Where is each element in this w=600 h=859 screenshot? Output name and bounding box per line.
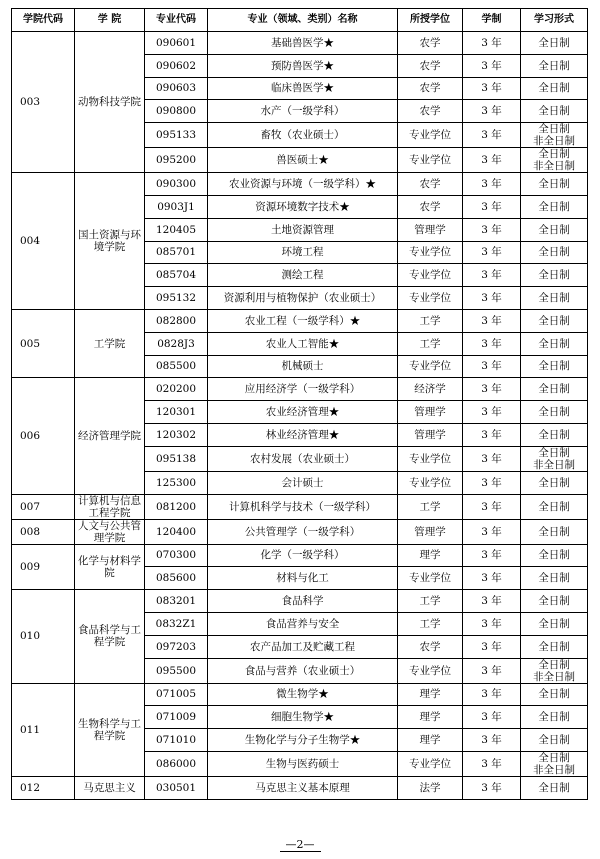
duration-cell: 3 年 [463, 77, 521, 100]
header-degree: 所授学位 [398, 9, 463, 32]
major-name-cell: 土地资源管理 [208, 218, 398, 241]
major-name-cell: 农业工程（一级学科）★ [208, 309, 398, 332]
table-row [12, 544, 588, 567]
major-name-cell: 林业经济管理★ [208, 423, 398, 446]
degree-cell: 理学 [398, 706, 463, 729]
major-code-cell: 095133 [145, 123, 208, 148]
duration-cell: 3 年 [463, 173, 521, 196]
study-mode-cell: 全日制 [521, 332, 588, 355]
degree-cell: 农学 [398, 32, 463, 55]
major-name-cell: 化学（一级学科） [208, 544, 398, 567]
study-mode-cell: 全日制 [521, 519, 588, 544]
degree-cell: 专业学位 [398, 123, 463, 148]
major-name-cell: 生物化学与分子生物学★ [208, 729, 398, 752]
duration-cell: 3 年 [463, 544, 521, 567]
degree-cell: 工学 [398, 332, 463, 355]
study-mode-cell: 全日制 [521, 378, 588, 401]
college-code-cell: 007 [12, 494, 75, 519]
degree-cell: 理学 [398, 544, 463, 567]
study-mode-cell: 全日制 [521, 471, 588, 494]
college-name-cell: 马克思主义 [75, 776, 145, 799]
study-mode-cell: 全日制 [521, 77, 588, 100]
degree-cell: 工学 [398, 590, 463, 613]
college-name-cell: 生物科学与工程学院 [75, 683, 145, 776]
duration-cell: 3 年 [463, 32, 521, 55]
study-mode-cell: 全日制 [521, 544, 588, 567]
duration-cell: 3 年 [463, 567, 521, 590]
college-name-cell: 人文与公共管理学院 [75, 519, 145, 544]
study-mode-cell: 全日制 [521, 567, 588, 590]
major-name-cell: 会计硕士 [208, 471, 398, 494]
major-name-cell: 食品科学 [208, 590, 398, 613]
study-mode-cell: 全日制 [521, 195, 588, 218]
major-code-cell: 090800 [145, 100, 208, 123]
table-row [12, 378, 588, 401]
table-row [12, 494, 588, 519]
table-row [12, 776, 588, 799]
major-code-cell: 0832Z1 [145, 612, 208, 635]
college-code-cell: 011 [12, 683, 75, 776]
college-name-cell: 动物科技学院 [75, 32, 145, 173]
duration-cell: 3 年 [463, 612, 521, 635]
college-name-cell: 工学院 [75, 309, 145, 377]
degree-cell: 专业学位 [398, 751, 463, 776]
study-mode-cell: 全日制 [521, 494, 588, 519]
major-name-cell: 应用经济学（一级学科） [208, 378, 398, 401]
study-mode-cell: 全日制 非全日制 [521, 658, 588, 683]
duration-cell: 3 年 [463, 706, 521, 729]
study-mode-cell: 全日制 [521, 355, 588, 378]
degree-cell: 专业学位 [398, 264, 463, 287]
duration-cell: 3 年 [463, 309, 521, 332]
degree-cell: 管理学 [398, 519, 463, 544]
major-code-cell: 095138 [145, 446, 208, 471]
college-name-cell: 经济管理学院 [75, 378, 145, 494]
study-mode-cell: 全日制 非全日制 [521, 123, 588, 148]
table-body [12, 32, 588, 800]
duration-cell: 3 年 [463, 54, 521, 77]
header-major-code: 专业代码 [145, 9, 208, 32]
major-name-cell: 机械硕士 [208, 355, 398, 378]
table-row [12, 519, 588, 544]
college-name-cell: 化学与材料学院 [75, 544, 145, 590]
duration-cell: 3 年 [463, 423, 521, 446]
duration-cell: 3 年 [463, 751, 521, 776]
degree-cell: 管理学 [398, 423, 463, 446]
major-name-cell: 农产品加工及贮藏工程 [208, 635, 398, 658]
duration-cell: 3 年 [463, 519, 521, 544]
table-row [12, 173, 588, 196]
major-name-cell: 环境工程 [208, 241, 398, 264]
duration-cell: 3 年 [463, 590, 521, 613]
header-college-code: 学院代码 [12, 9, 75, 32]
major-name-cell: 水产（一级学科） [208, 100, 398, 123]
major-name-cell: 农业资源与环境（一级学科）★ [208, 173, 398, 196]
college-code-cell: 006 [12, 378, 75, 494]
degree-cell: 农学 [398, 635, 463, 658]
duration-cell: 3 年 [463, 401, 521, 424]
degree-cell: 法学 [398, 776, 463, 799]
major-name-cell: 农业人工智能★ [208, 332, 398, 355]
college-name-cell: 计算机与信息工程学院 [75, 494, 145, 519]
duration-cell: 3 年 [463, 635, 521, 658]
degree-cell: 专业学位 [398, 446, 463, 471]
study-mode-cell: 全日制 [521, 612, 588, 635]
study-mode-cell: 全日制 非全日制 [521, 751, 588, 776]
header-college: 学 院 [75, 9, 145, 32]
major-code-cell: 120400 [145, 519, 208, 544]
major-code-cell: 120301 [145, 401, 208, 424]
major-code-cell: 030501 [145, 776, 208, 799]
major-name-cell: 计算机科学与技术（一级学科） [208, 494, 398, 519]
major-name-cell: 生物与医药硕士 [208, 751, 398, 776]
study-mode-cell: 全日制 非全日制 [521, 148, 588, 173]
study-mode-cell: 全日制 [521, 590, 588, 613]
major-code-cell: 090601 [145, 32, 208, 55]
major-code-cell: 070300 [145, 544, 208, 567]
study-mode-cell: 全日制 [521, 729, 588, 752]
degree-cell: 农学 [398, 173, 463, 196]
major-code-cell: 095132 [145, 287, 208, 310]
major-name-cell: 细胞生物学★ [208, 706, 398, 729]
major-code-cell: 082800 [145, 309, 208, 332]
college-code-cell: 009 [12, 544, 75, 590]
degree-cell: 专业学位 [398, 567, 463, 590]
study-mode-cell: 全日制 [521, 683, 588, 706]
degree-cell: 专业学位 [398, 287, 463, 310]
major-name-cell: 兽医硕士★ [208, 148, 398, 173]
duration-cell: 3 年 [463, 355, 521, 378]
header-study-mode: 学习形式 [521, 9, 588, 32]
degree-cell: 工学 [398, 612, 463, 635]
major-code-cell: 095500 [145, 658, 208, 683]
duration-cell: 3 年 [463, 100, 521, 123]
major-code-cell: 095200 [145, 148, 208, 173]
duration-cell: 3 年 [463, 446, 521, 471]
study-mode-cell: 全日制 [521, 635, 588, 658]
major-code-cell: 090602 [145, 54, 208, 77]
header-major-name: 专业（领域、类别）名称 [208, 9, 398, 32]
duration-cell: 3 年 [463, 776, 521, 799]
major-name-cell: 农村发展（农业硕士） [208, 446, 398, 471]
study-mode-cell: 全日制 [521, 776, 588, 799]
degree-cell: 专业学位 [398, 241, 463, 264]
degree-cell: 专业学位 [398, 471, 463, 494]
degree-cell: 理学 [398, 729, 463, 752]
duration-cell: 3 年 [463, 241, 521, 264]
major-name-cell: 测绘工程 [208, 264, 398, 287]
major-code-cell: 071005 [145, 683, 208, 706]
major-code-cell: 090300 [145, 173, 208, 196]
study-mode-cell: 全日制 [521, 54, 588, 77]
degree-cell: 工学 [398, 309, 463, 332]
duration-cell: 3 年 [463, 378, 521, 401]
college-code-cell: 005 [12, 309, 75, 377]
degree-cell: 管理学 [398, 218, 463, 241]
major-code-cell: 0828J3 [145, 332, 208, 355]
major-code-cell: 085600 [145, 567, 208, 590]
college-name-cell: 食品科学与工程学院 [75, 590, 145, 683]
study-mode-cell: 全日制 [521, 241, 588, 264]
duration-cell: 3 年 [463, 683, 521, 706]
college-code-cell: 004 [12, 173, 75, 310]
major-code-cell: 081200 [145, 494, 208, 519]
major-name-cell: 资源利用与植物保护（农业硕士） [208, 287, 398, 310]
page-number: —2— [280, 838, 321, 852]
major-code-cell: 085500 [145, 355, 208, 378]
major-code-cell: 086000 [145, 751, 208, 776]
major-name-cell: 材料与化工 [208, 567, 398, 590]
major-code-cell: 0903J1 [145, 195, 208, 218]
major-name-cell: 食品与营养（农业硕士） [208, 658, 398, 683]
duration-cell: 3 年 [463, 471, 521, 494]
study-mode-cell: 全日制 [521, 309, 588, 332]
duration-cell: 3 年 [463, 264, 521, 287]
major-code-cell: 090603 [145, 77, 208, 100]
study-mode-cell: 全日制 [521, 264, 588, 287]
college-code-cell: 012 [12, 776, 75, 799]
degree-cell: 专业学位 [398, 658, 463, 683]
duration-cell: 3 年 [463, 729, 521, 752]
duration-cell: 3 年 [463, 332, 521, 355]
major-name-cell: 资源环境数字技术★ [208, 195, 398, 218]
degree-cell: 工学 [398, 494, 463, 519]
major-code-cell: 071010 [145, 729, 208, 752]
study-mode-cell: 全日制 [521, 173, 588, 196]
duration-cell: 3 年 [463, 494, 521, 519]
major-code-cell: 083201 [145, 590, 208, 613]
college-code-cell: 010 [12, 590, 75, 683]
major-code-cell: 020200 [145, 378, 208, 401]
study-mode-cell: 全日制 [521, 32, 588, 55]
major-name-cell: 临床兽医学★ [208, 77, 398, 100]
degree-cell: 经济学 [398, 378, 463, 401]
study-mode-cell: 全日制 非全日制 [521, 446, 588, 471]
major-name-cell: 农业经济管理★ [208, 401, 398, 424]
major-name-cell: 公共管理学（一级学科） [208, 519, 398, 544]
major-name-cell: 预防兽医学★ [208, 54, 398, 77]
study-mode-cell: 全日制 [521, 706, 588, 729]
major-name-cell: 食品营养与安全 [208, 612, 398, 635]
study-mode-cell: 全日制 [521, 423, 588, 446]
major-code-cell: 120302 [145, 423, 208, 446]
degree-cell: 农学 [398, 195, 463, 218]
degree-cell: 理学 [398, 683, 463, 706]
program-table [11, 8, 588, 800]
header-duration: 学制 [463, 9, 521, 32]
duration-cell: 3 年 [463, 195, 521, 218]
degree-cell: 专业学位 [398, 355, 463, 378]
major-name-cell: 畜牧（农业硕士） [208, 123, 398, 148]
duration-cell: 3 年 [463, 658, 521, 683]
degree-cell: 农学 [398, 77, 463, 100]
major-name-cell: 微生物学★ [208, 683, 398, 706]
major-name-cell: 基础兽医学★ [208, 32, 398, 55]
major-code-cell: 125300 [145, 471, 208, 494]
table-header-row [12, 9, 588, 32]
degree-cell: 农学 [398, 54, 463, 77]
degree-cell: 专业学位 [398, 148, 463, 173]
major-code-cell: 085704 [145, 264, 208, 287]
degree-cell: 农学 [398, 100, 463, 123]
duration-cell: 3 年 [463, 287, 521, 310]
table-row [12, 590, 588, 613]
table-row [12, 32, 588, 55]
college-name-cell: 国土资源与环境学院 [75, 173, 145, 310]
major-code-cell: 120405 [145, 218, 208, 241]
study-mode-cell: 全日制 [521, 218, 588, 241]
major-code-cell: 071009 [145, 706, 208, 729]
college-code-cell: 008 [12, 519, 75, 544]
duration-cell: 3 年 [463, 218, 521, 241]
page-footer [0, 838, 600, 851]
study-mode-cell: 全日制 [521, 100, 588, 123]
college-code-cell: 003 [12, 32, 75, 173]
table-row [12, 683, 588, 706]
major-code-cell: 085701 [145, 241, 208, 264]
major-name-cell: 马克思主义基本原理 [208, 776, 398, 799]
degree-cell: 管理学 [398, 401, 463, 424]
major-code-cell: 097203 [145, 635, 208, 658]
duration-cell: 3 年 [463, 148, 521, 173]
study-mode-cell: 全日制 [521, 401, 588, 424]
duration-cell: 3 年 [463, 123, 521, 148]
table-row [12, 309, 588, 332]
study-mode-cell: 全日制 [521, 287, 588, 310]
